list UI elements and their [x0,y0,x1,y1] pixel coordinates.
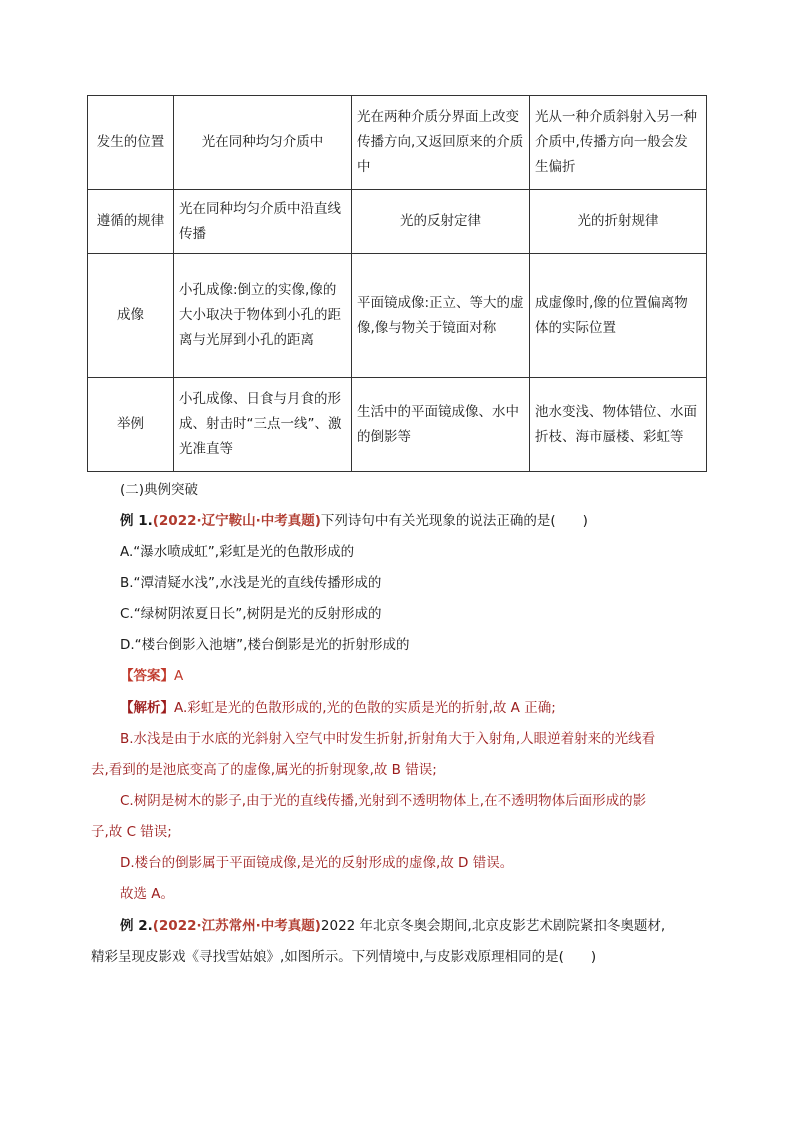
analysis-line-c1: C.树阴是树木的影子,由于光的直线传播,光射到不透明物体上,在不透明物体后面形成的影 [120,793,647,809]
option-d: D.“楼台倒影入池塘”,楼台倒影是光的折射形成的 [120,637,410,653]
row-label: 遵循的规律 [88,190,174,254]
answer-line [120,666,183,686]
table-row [88,378,707,472]
cell-reflection: 光在两种介质分界面上改变传播方向,又返回原来的介质中 [352,96,530,190]
answer-tag: 【答案】 [120,668,174,684]
example-2-source: (2022·江苏常州·中考真题) [152,918,321,934]
example-1-stem: 下列诗句中有关光现象的说法正确的是( ) [320,513,588,529]
analysis-line-c2: 子,故 C 错误; [91,824,172,840]
cell-refraction: 池水变浅、物体错位、水面折枝、海市蜃楼、彩虹等 [530,378,707,472]
cell-refraction: 光从一种介质斜射入另一种介质中,传播方向一般会发生偏折 [530,96,707,190]
cell-straight: 光在同种均匀介质中 [174,96,352,190]
table-row [88,96,707,190]
cell-straight: 光在同种均匀介质中沿直线传播 [174,190,352,254]
row-label: 成像 [88,254,174,378]
cell-reflection: 光的反射定律 [352,190,530,254]
cell-reflection: 平面镜成像:正立、等大的虚像,像与物关于镜面对称 [352,254,530,378]
row-label: 举例 [88,378,174,472]
example-1-source: (2022·辽宁鞍山·中考真题) [152,513,321,529]
analysis-line-b2: 去,看到的是池底变高了的虚像,属光的折射现象,故 B 错误; [91,762,437,778]
section-heading: (二)典例突破 [120,482,199,498]
option-a: A.“瀑水喷成虹”,彩虹是光的色散形成的 [120,544,355,560]
example-2-line-1 [120,916,665,936]
cell-straight: 小孔成像、日食与月食的形成、射击时“三点一线”、激光准直等 [174,378,352,472]
example-1-prefix: 例 1. [120,513,153,529]
analysis-line-b1: B.水浅是由于水底的光斜射入空气中时发生折射,折射角大于入射角,人眼逆着射来的光线看 [120,731,656,747]
cell-refraction: 成虚像时,像的位置偏离物体的实际位置 [530,254,707,378]
analysis-line-a [120,698,556,718]
analysis-line-d: D.楼台的倒影属于平面镜成像,是光的反射形成的虚像,故 D 错误。 [120,855,514,871]
answer-value: A [174,668,184,684]
example-2-text: 2022 年北京冬奥会期间,北京皮影艺术剧院紧扣冬奥题材, [320,918,666,934]
example-1-question [120,511,588,531]
analysis-a-text: A.彩虹是光的色散形成的,光的色散的实质是光的折射,故 A 正确; [174,700,556,716]
conclusion-line: 故选 A。 [120,886,175,902]
option-c: C.“绿树阴浓夏日长”,树阴是光的反射形成的 [120,606,382,622]
cell-reflection: 生活中的平面镜成像、水中的倒影等 [352,378,530,472]
table-row [88,254,707,378]
row-label: 发生的位置 [88,96,174,190]
analysis-tag: 【解析】 [120,700,174,716]
cell-refraction: 光的折射规律 [530,190,707,254]
example-2-prefix: 例 2. [120,918,153,934]
light-phenomena-table [87,95,707,472]
cell-straight: 小孔成像:倒立的实像,像的大小取决于物体到小孔的距离与光屏到小孔的距离 [174,254,352,378]
option-b: B.“潭清疑水浅”,水浅是光的直线传播形成的 [120,575,382,591]
table-row [88,190,707,254]
example-2-line-2: 精彩呈现皮影戏《寻找雪姑娘》,如图所示。下列情境中,与皮影戏原理相同的是( ) [91,949,597,965]
